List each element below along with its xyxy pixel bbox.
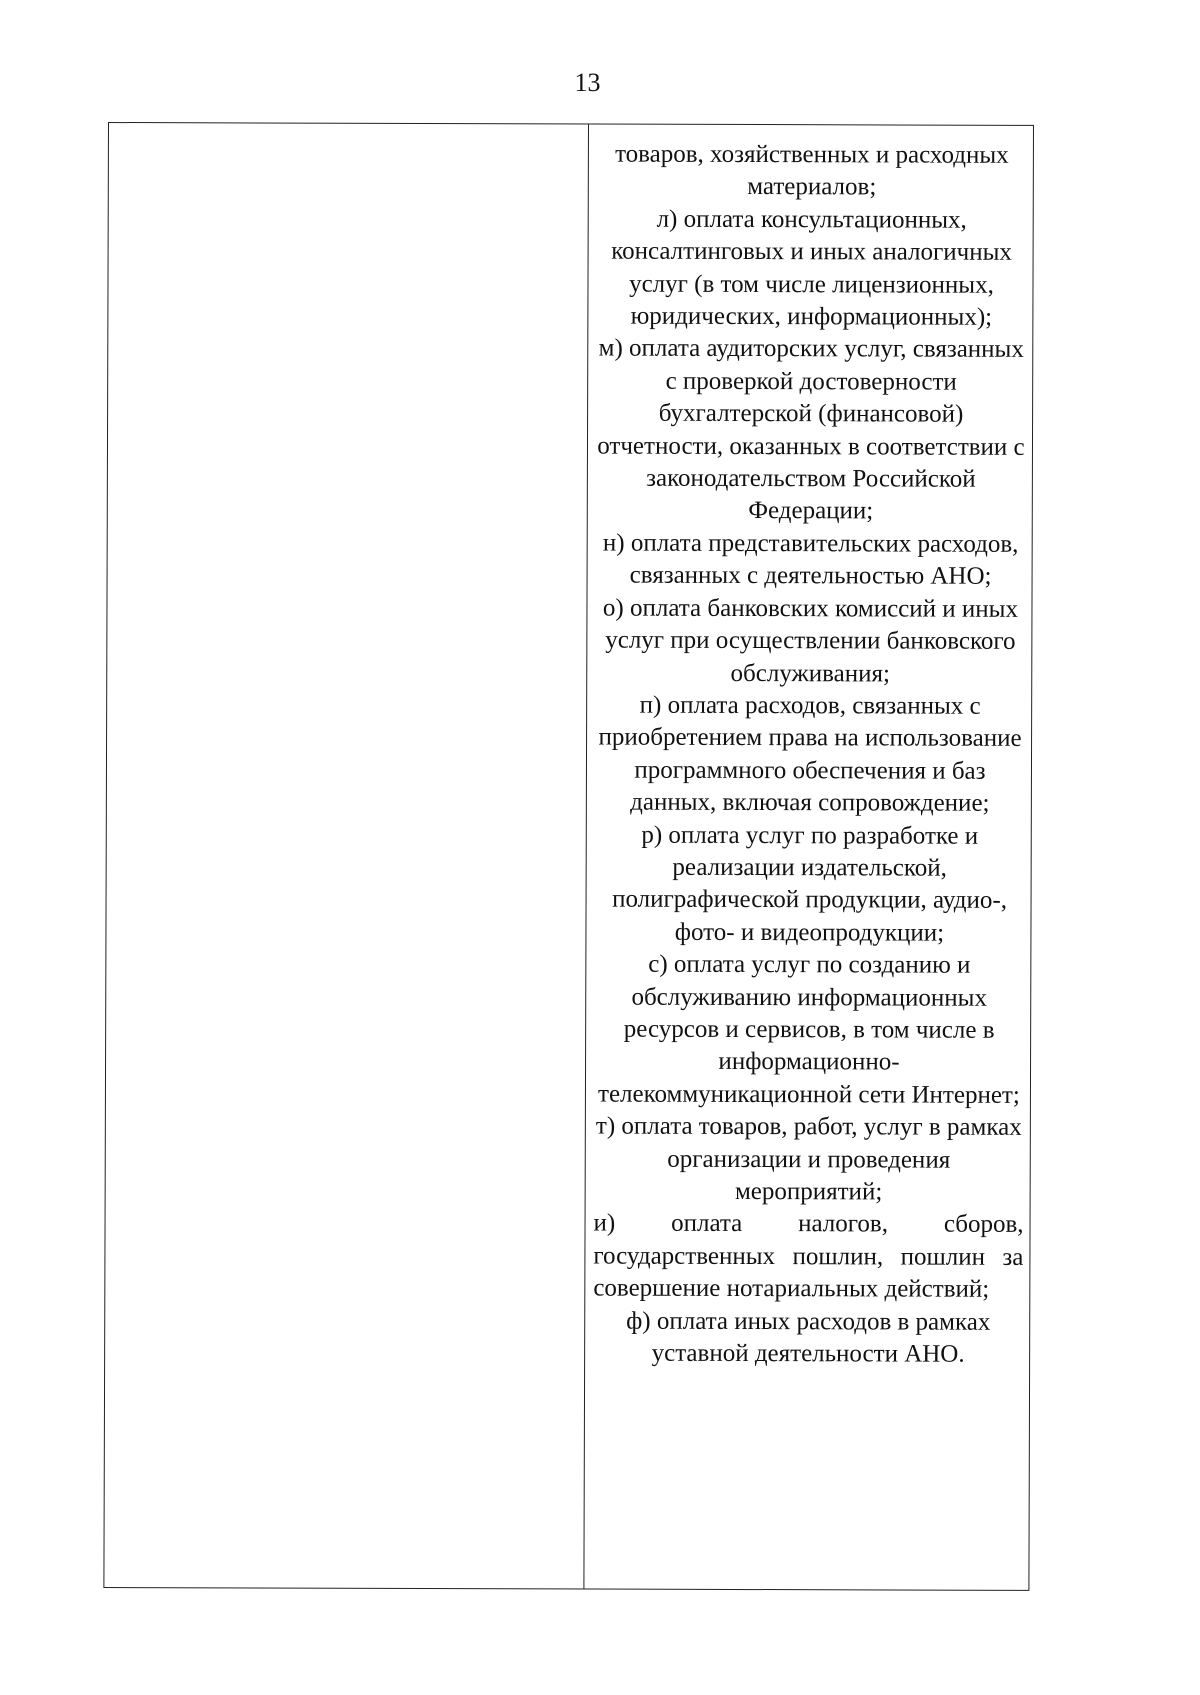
expense-item-r: р) оплата услуг по разработке и реализации издательской, полиграфической продукции, аудио-, фото- и видеопродукции;	[612, 821, 1008, 947]
expense-item-s: с) оплата услуг по созданию и обслуживанию информационных ресурсов и сервисов, в том числе в информационно-телекоммуникационной сети Интернет;	[598, 950, 1020, 1109]
expense-item-n: н) оплата представительских расходов, связанных с деятельностью АНО;	[602, 529, 1019, 591]
table-cell-right	[584, 125, 1033, 1590]
table-cell-left	[104, 123, 589, 1589]
expenses-table	[103, 122, 1034, 1591]
expense-item-o: о) оплата банковских комиссий и иных услуг при осуществлении банковского обслуживания;	[602, 594, 1019, 687]
expense-item-m: м) оплата аудиторских услуг, связанных с проверкой достоверности бухгалтерской (финансовой) отчетности, оказанных в соответствии с законодательством Российской Федерации;	[597, 334, 1025, 525]
page-number: 13	[574, 68, 601, 97]
expense-item-p: п) оплата расходов, связанных с приобретением права на использование программного обеспечения и баз данных, включая сопровождение;	[598, 691, 1022, 817]
expense-item-i: и) оплата налогов, сборов, государственных пошлин, пошлин за совершение нотариальных действий;	[593, 1209, 1024, 1303]
expense-item-f: ф) оплата иных расходов в рамках уставной деятельности АНО.	[626, 1307, 991, 1368]
expense-item-t: т) оплата товаров, работ, услуг в рамках организации и проведения мероприятий;	[595, 1112, 1022, 1206]
expense-item-continued: товаров, хозяйственных и расходных материалов;	[615, 140, 1009, 201]
expense-item-l: л) оплата консультационных, консалтинговых и иных аналогичных услуг (в том числе лицензионных, юридических, информационных);	[611, 205, 1012, 331]
